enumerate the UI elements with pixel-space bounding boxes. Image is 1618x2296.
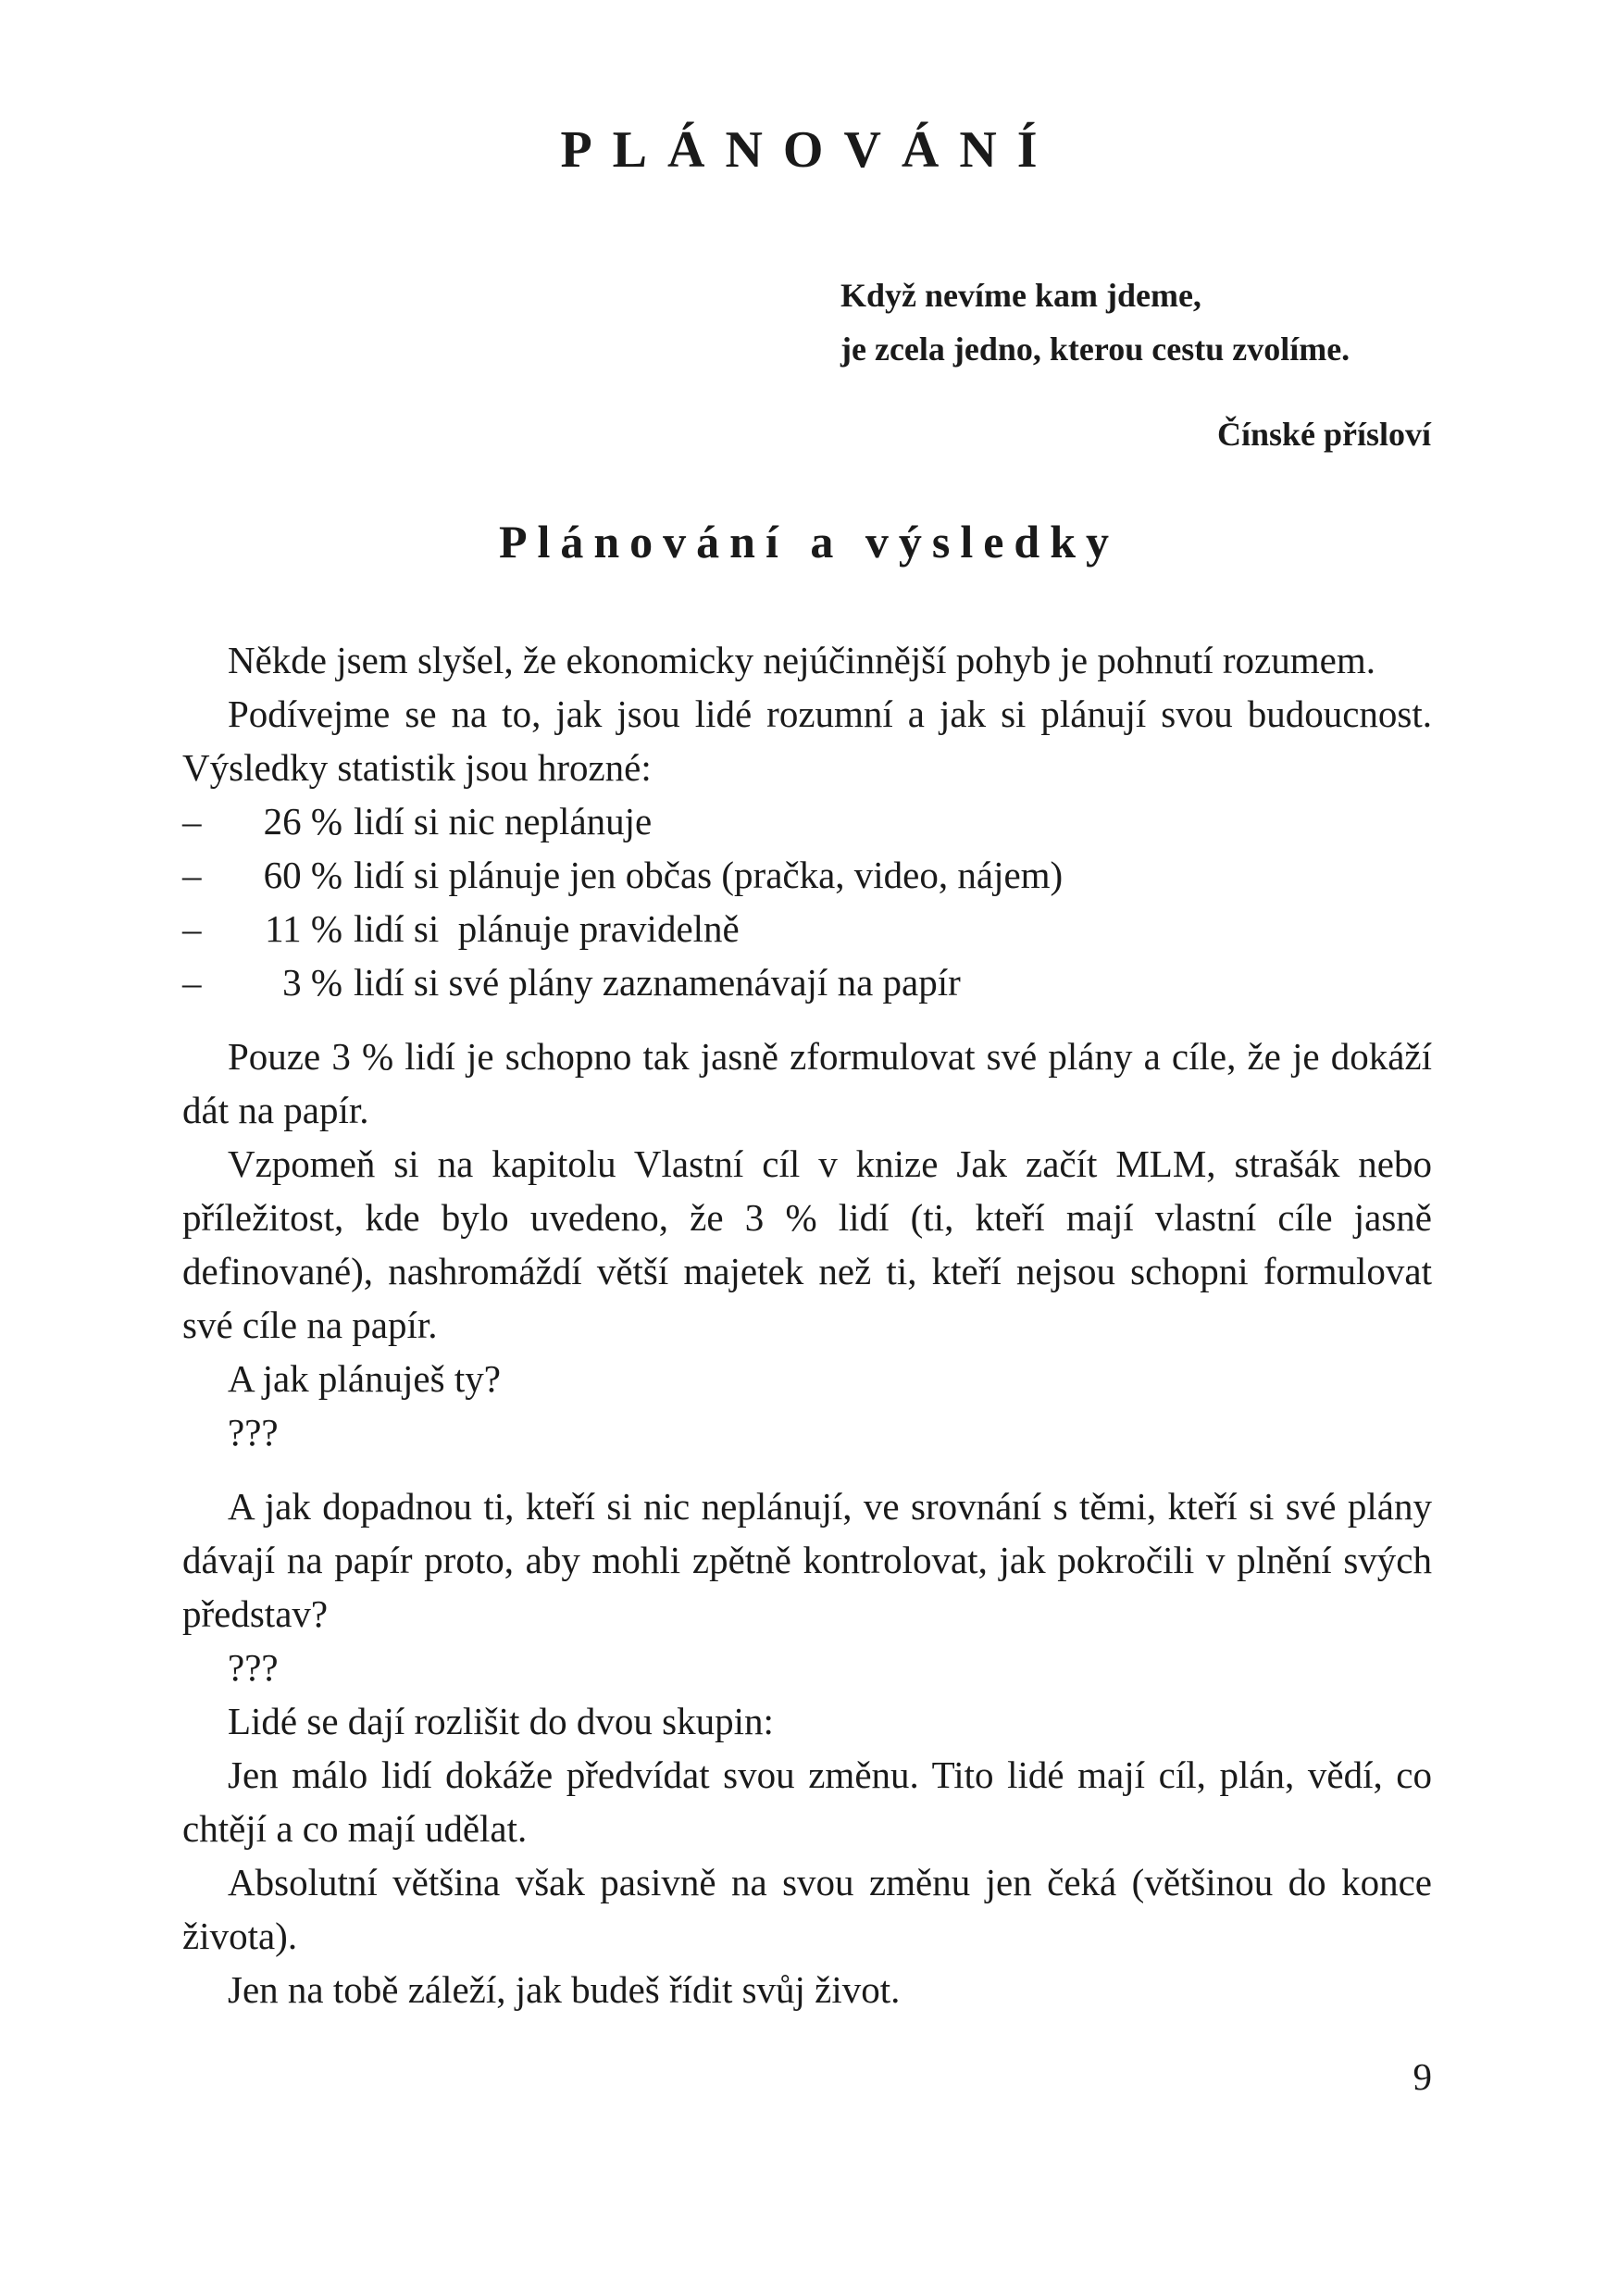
- paragraph: A jak dopadnou ti, kteří si nic neplánují, ve srovnání s těmi, kteří si své plány dávají na papír proto, aby mohli zpětně kontrolovat, jak pokročili v plnění svých představ?: [182, 1485, 1432, 1635]
- percentage: 3 %: [282, 961, 342, 1004]
- spacer: [182, 2016, 1432, 2050]
- paragraph-gap: [182, 1459, 1432, 1479]
- paragraph: A jak plánuješ ty?: [228, 1357, 501, 1400]
- paragraph: Vzpomeň si na kapitolu Vlastní cíl v knize Jak začít MLM, strašák nebo příležitost, kde bylo uvedeno, že 3 % lidí (ti, kteří mají vlastní cíle jasně definované), nashromáždí větší majetek než ti, kteří nejsou schopni formulovat své cíle na papír.: [182, 1142, 1432, 1346]
- percentage: 26 %: [263, 800, 342, 842]
- list-item: [182, 794, 1432, 848]
- list-item-text: lidí si plánuje pravidelně: [354, 907, 740, 950]
- paragraph: Jen málo lidí dokáže předvídat svou změnu. Tito lidé mají cíl, plán, vědí, co chtějí a co mají udělat.: [182, 1753, 1432, 1850]
- paragraph-gap: [182, 1009, 1432, 1029]
- list-item-text: lidí si plánuje jen občas (pračka, video, nájem): [354, 854, 1064, 896]
- paragraph: ???: [228, 1646, 279, 1689]
- list-item: [182, 848, 1432, 902]
- epigraph-source: Čínské přísloví: [1216, 416, 1431, 453]
- paragraph: Absolutní většina však pasivně na svou změnu jen čeká (většinou do konce života).: [182, 1861, 1432, 1957]
- epigraph: [840, 268, 1433, 376]
- paragraph: Někde jsem slyšel, že ekonomicky nejúčinnější pohyb je pohnutí rozumem.: [228, 639, 1375, 681]
- list-item-text: lidí si nic neplánuje: [354, 800, 653, 842]
- chapter-title: PLÁNOVÁNÍ: [560, 121, 1058, 179]
- paragraph: Lidé se dají rozlišit do dvou skupin:: [228, 1700, 774, 1742]
- paragraph: Pouze 3 % lidí je schopno tak jasně zformulovat své plány a cíle, že je dokáží dát na papír.: [182, 1035, 1432, 1131]
- percentage: 60 %: [263, 854, 342, 896]
- paragraph: Podívejme se na to, jak jsou lidé rozumní a jak si plánují svou budoucnost. Výsledky statistik jsou hrozné:: [182, 693, 1432, 789]
- list-item-text: lidí si své plány zaznamenávají na papír: [354, 961, 961, 1004]
- paragraph: ???: [228, 1411, 279, 1454]
- list-item: [182, 902, 1432, 955]
- list-dash: –: [182, 907, 202, 950]
- list-dash: –: [182, 854, 202, 896]
- list-dash: –: [182, 800, 202, 842]
- percentage: 11 %: [265, 907, 342, 950]
- paragraph: Jen na tobě záleží, jak budeš řídit svůj život.: [228, 1968, 901, 2011]
- section-title: Plánování a výsledky: [498, 516, 1120, 568]
- page-number: 9: [1413, 2055, 1432, 2098]
- statistics-list: [182, 794, 1432, 1009]
- epigraph-line: je zcela jedno, kterou cestu zvolíme.: [840, 331, 1350, 368]
- epigraph-line: Když nevíme kam jdeme,: [840, 277, 1201, 314]
- list-dash: –: [182, 961, 202, 1004]
- body-text: [182, 633, 1432, 2103]
- list-item: [182, 955, 1432, 1009]
